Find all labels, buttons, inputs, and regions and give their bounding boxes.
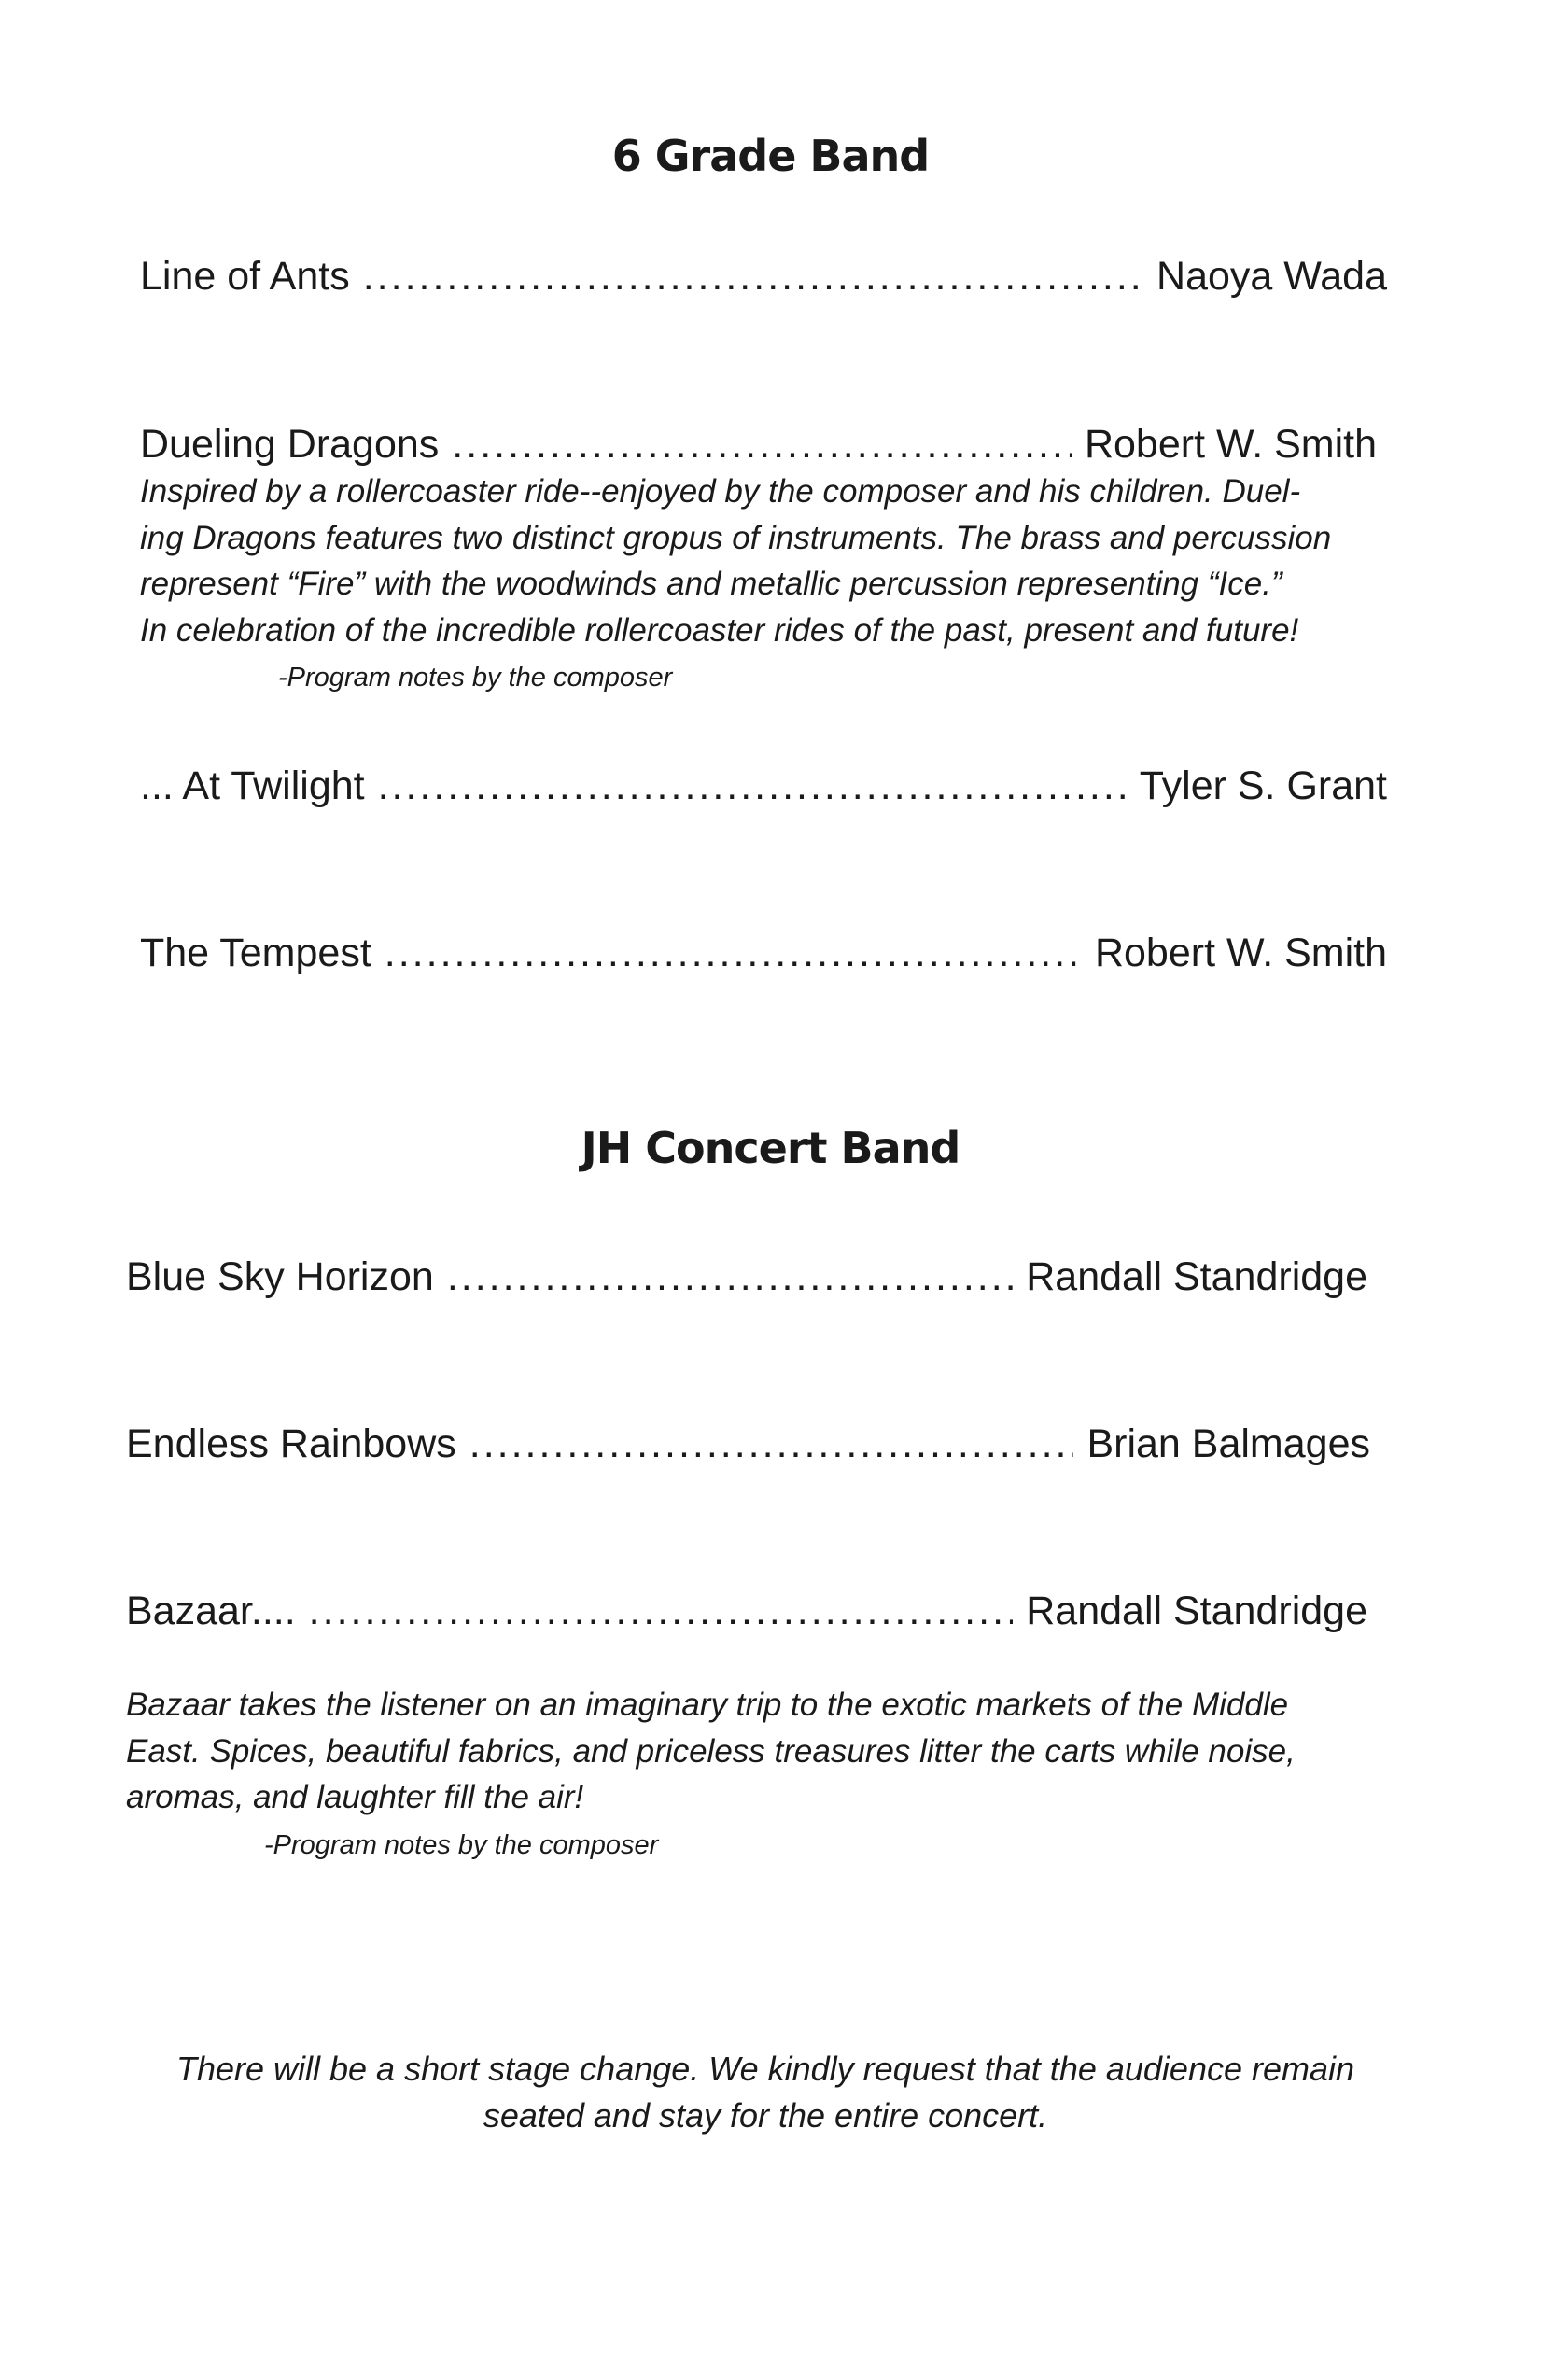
- program-entry-bazaar: [126, 1585, 1367, 1637]
- piece-title: Dueling Dragons: [140, 422, 440, 467]
- composer-name: Randall Standridge: [1026, 1589, 1367, 1633]
- composer-name: Randall Standridge: [1026, 1254, 1367, 1299]
- notice-line: There will be a short stage change. We kindly request that the audience remain: [175, 2050, 1355, 2088]
- notes-line: aromas, and laughter fill the air!: [126, 1779, 584, 1815]
- program-entry-blue-sky-horizon: [126, 1251, 1367, 1303]
- composer-name: Naoya Wada: [1156, 254, 1387, 299]
- piece-title: Blue Sky Horizon: [126, 1254, 434, 1299]
- piece-title: Bazaar....: [126, 1589, 296, 1633]
- composer-name: Tyler S. Grant: [1139, 763, 1387, 808]
- notes-line: East. Spices, beautiful fabrics, and priceless treasures litter the carts while noise,: [126, 1732, 1296, 1770]
- piece-title: ... At Twilight: [140, 763, 365, 808]
- dot-leader: [452, 418, 1072, 470]
- piece-title: Endless Rainbows: [126, 1421, 456, 1466]
- stage-change-notice: [140, 2046, 1391, 2139]
- composer-name: Robert W. Smith: [1084, 422, 1377, 467]
- notes-line: Bazaar takes the listener on an imaginary trip to the exotic markets of the Middle: [126, 1687, 1289, 1723]
- section-heading-jh-concert-band: JH Concert Band: [581, 1123, 960, 1173]
- piece-title: Line of Ants: [140, 254, 350, 299]
- notes-line: In celebration of the incredible rollercoaster rides of the past, present and future!: [140, 611, 1299, 649]
- program-entry-dueling-dragons: [140, 418, 1377, 470]
- piece-title: The Tempest: [140, 931, 371, 975]
- composer-name: Robert W. Smith: [1094, 931, 1387, 975]
- program-entry-endless-rainbows: [126, 1418, 1370, 1470]
- program-entry-the-tempest: [140, 927, 1387, 979]
- dot-leader: [447, 1251, 1013, 1303]
- program-entry-at-twilight: [140, 760, 1387, 812]
- notes-line: represent “Fire” with the woodwinds and metallic percussion representing “Ice.”: [140, 566, 1282, 602]
- dot-leader: [378, 760, 1127, 812]
- program-notes-bazaar: [126, 1682, 1377, 1821]
- notice-line: seated and stay for the entire concert.: [483, 2096, 1048, 2135]
- dot-leader: [309, 1585, 1014, 1637]
- notes-line: ing Dragons features two distinct gropus of instruments. The brass and percussion: [140, 519, 1332, 556]
- section-heading-6-grade-band: 6 Grade Band: [611, 131, 930, 181]
- composer-name: Brian Balmages: [1086, 1421, 1370, 1466]
- dot-leader: [363, 250, 1143, 302]
- program-notes-credit: -Program notes by the composer: [264, 1830, 659, 1860]
- program-entry-line-of-ants: [140, 250, 1387, 302]
- dot-leader: [385, 927, 1082, 979]
- program-notes-credit: -Program notes by the composer: [278, 663, 673, 693]
- dot-leader: [469, 1418, 1074, 1470]
- program-notes-dueling-dragons: [140, 469, 1391, 653]
- notes-line: Inspired by a rollercoaster ride--enjoyed by the composer and his children. Duel-: [140, 473, 1301, 510]
